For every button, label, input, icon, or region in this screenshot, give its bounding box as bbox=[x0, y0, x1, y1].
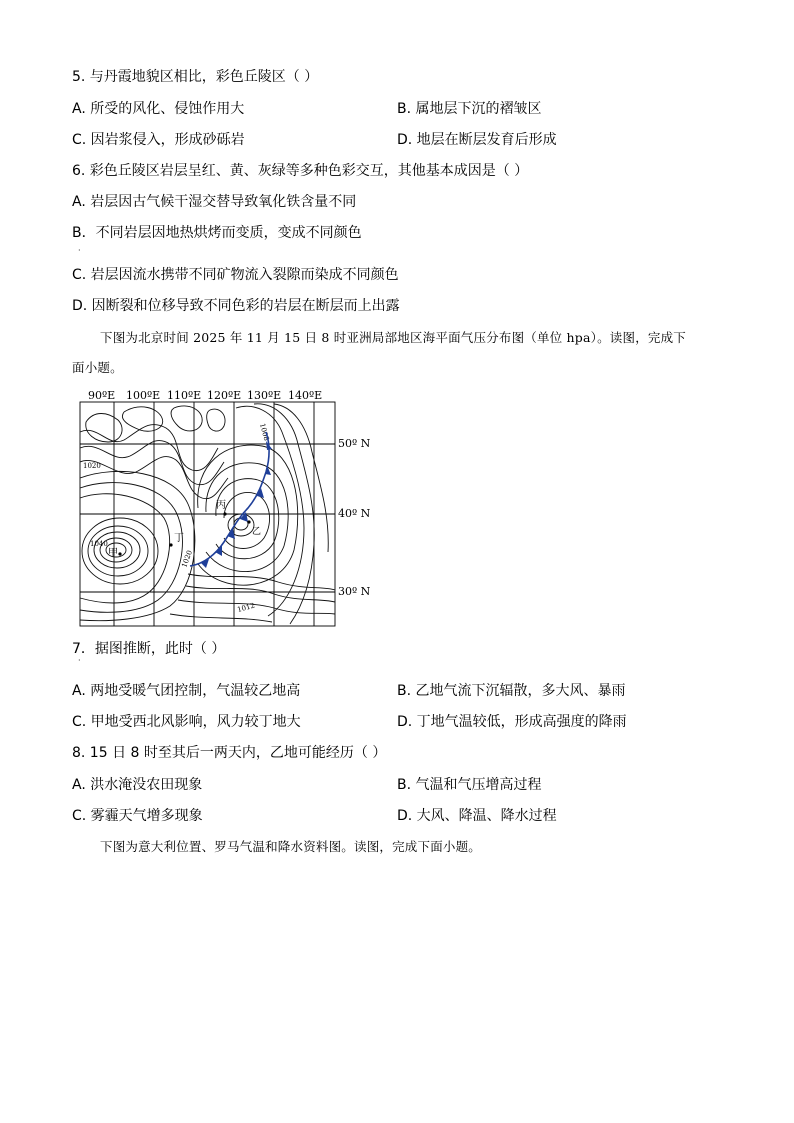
question-5-option-a: A. 所受的风化、侵蚀作用大 bbox=[72, 101, 245, 117]
question-7-option-d: D. 丁地气温较低，形成高强度的降雨 bbox=[397, 714, 627, 730]
isobar-label: 1012 bbox=[236, 601, 256, 614]
question-5-stem: 5. 与丹霞地貌区相比，彩色丘陵区（ ） bbox=[72, 69, 319, 85]
longitude-label: 120ºE bbox=[207, 389, 242, 402]
decorative-dot: · bbox=[78, 246, 81, 255]
question-5-option-c: C. 因岩浆侵入，形成砂砾岩 bbox=[72, 132, 245, 148]
question-7-option-a: A. 两地受暖气团控制，气温较乙地高 bbox=[72, 683, 301, 699]
isobar-label: 1020 bbox=[180, 549, 194, 569]
question-8-option-a: A. 洪水淹没农田现象 bbox=[72, 777, 203, 793]
svg-text:乙: 乙 bbox=[252, 527, 262, 537]
longitude-label: 100ºE bbox=[126, 389, 161, 402]
isobar-label: 1040 bbox=[90, 540, 108, 548]
question-5-option-b: B. 属地层下沉的褶皱区 bbox=[397, 101, 542, 117]
longitude-label: 90ºE bbox=[88, 389, 116, 402]
italy-intro: 下图为意大利位置、罗马气温和降水资料图。读图，完成下面小题。 bbox=[100, 839, 482, 854]
question-6-option-a: A. 岩层因古气候干湿交替导致氧化铁含量不同 bbox=[72, 194, 357, 210]
sea-level-pressure-map bbox=[78, 388, 378, 633]
question-7-option-c: C. 甲地受西北风影响，风力较丁地大 bbox=[72, 714, 301, 730]
longitude-label: 130ºE bbox=[247, 389, 282, 402]
longitude-label: 110ºE bbox=[167, 389, 202, 402]
question-8-stem: 8. 15 日 8 时至其后一两天内，乙地可能经历（ ） bbox=[72, 745, 387, 761]
question-6-option-c: C. 岩层因流水携带不同矿物流入裂隙而染成不同颜色 bbox=[72, 267, 399, 283]
latitude-label: 50º N bbox=[338, 437, 371, 450]
question-8-option-b: B. 气温和气压增高过程 bbox=[397, 777, 542, 793]
map-intro-line-1: 下图为北京时间 2025 年 11 月 15 日 8 时亚洲局部地区海平面气压分布图（单位 hpa）。读图，完成下 bbox=[100, 330, 686, 345]
question-8-option-c: C. 雾霾天气增多现象 bbox=[72, 808, 203, 824]
svg-text:丙: 丙 bbox=[216, 500, 226, 511]
decorative-dot: · bbox=[78, 656, 81, 665]
longitude-label: 140ºE bbox=[288, 389, 323, 402]
question-7-stem: 7．据图推断，此时（ ） bbox=[72, 641, 226, 657]
question-8-option-d: D. 大风、降温、降水过程 bbox=[397, 808, 557, 824]
latitude-label: 30º N bbox=[338, 585, 371, 598]
isobar-label: 1020 bbox=[83, 462, 101, 470]
question-7-option-b: B. 乙地气流下沉辐散，多大风、暴雨 bbox=[397, 683, 626, 699]
place-ding bbox=[169, 532, 184, 547]
place-jia bbox=[108, 547, 122, 559]
latitude-label: 40º N bbox=[338, 507, 371, 520]
svg-text:丁: 丁 bbox=[174, 533, 184, 544]
map-intro-line-2: 面小题。 bbox=[72, 360, 123, 375]
question-5-option-d: D. 地层在断层发育后形成 bbox=[397, 132, 557, 148]
place-bing bbox=[216, 499, 227, 516]
question-6-option-d: D. 因断裂和位移导致不同色彩的岩层在断层而上出露 bbox=[72, 298, 400, 314]
svg-text:甲: 甲 bbox=[108, 548, 118, 559]
map-graticule bbox=[80, 402, 335, 626]
isobar-label: 1008 bbox=[258, 422, 271, 442]
question-6-option-b: B．不同岩层因地热烘烤而变质，变成不同颜色 bbox=[72, 225, 362, 241]
question-6-stem: 6. 彩色丘陵区岩层呈红、黄、灰绿等多种色彩交互，其他基本成因是（ ） bbox=[72, 163, 529, 179]
